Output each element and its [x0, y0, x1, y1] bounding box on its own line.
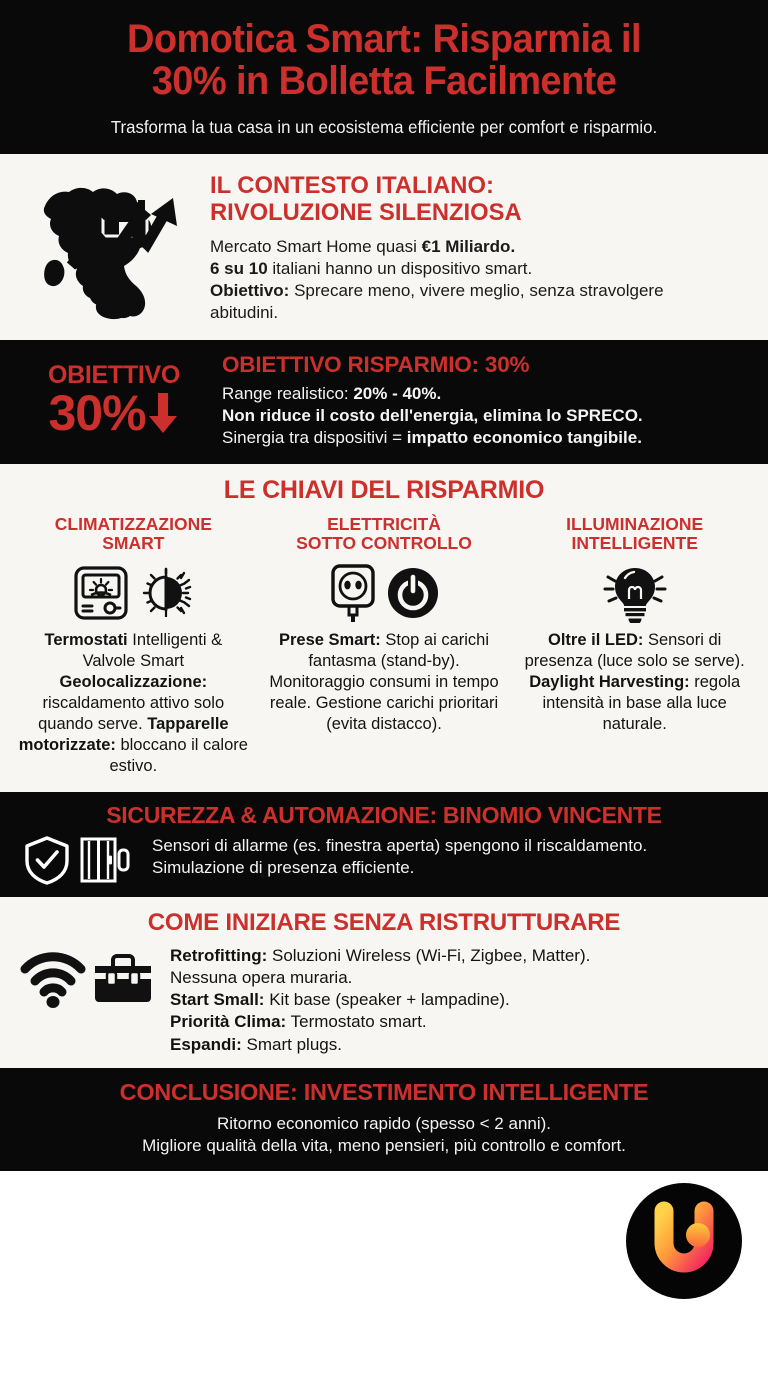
page-title-line2: 30% in Bolletta Facilmente: [151, 59, 617, 104]
light-bulb-icon: [603, 563, 667, 623]
key-column-1-rest-2: riscaldamento attivo solo quando serve.: [38, 694, 225, 734]
context-line-4: abitudini.: [210, 303, 279, 323]
goal-badge-label: OBIETTIVO: [47, 360, 181, 389]
context-line-1: [210, 236, 752, 258]
start-line-5-rest: Smart plugs.: [241, 1034, 342, 1054]
context-line-3-rest: Sprecare meno, vivere meglio, senza stravolgere: [289, 281, 664, 301]
goal-line-1-pre: Range realistico:: [222, 383, 354, 403]
page-title: [33, 18, 736, 103]
key-column-2-title: [267, 515, 502, 554]
security-text-box: [152, 833, 756, 879]
start-section: [0, 897, 768, 1068]
start-text-box: [170, 943, 756, 1056]
start-line-3-bold: Start Small:: [170, 990, 265, 1010]
window-sensor-icon: [79, 835, 131, 885]
key-column-2-body: [267, 630, 502, 736]
context-line-2-bold: 6 su 10: [210, 259, 268, 279]
security-icon-box: [12, 833, 142, 885]
start-row: [12, 943, 756, 1056]
key-column-3-icons: [517, 560, 752, 626]
key-column-1-rest-3: bloccano il calore estivo.: [109, 736, 248, 776]
start-line-3-rest: Kit base (speaker + lampadine).: [264, 990, 510, 1010]
context-heading-line2: RIVOLUZIONE SILENZIOSA: [210, 199, 522, 227]
security-row: [12, 833, 756, 885]
brand-logo-icon[interactable]: [622, 1179, 746, 1303]
key-column-1-bold-1: Termostati: [44, 630, 128, 649]
context-section: [0, 154, 768, 340]
goal-badge: [16, 360, 212, 441]
key-column-2-rest-3: Gestione carichi prioritari (evita distacco).: [315, 694, 499, 734]
goal-text-box: [222, 352, 752, 450]
toolbox-icon: [91, 950, 155, 1006]
context-icon-box: [16, 168, 202, 326]
context-text-box: [210, 168, 752, 325]
key-column-2-bold-1: Prese Smart:: [278, 630, 381, 649]
security-section: [0, 792, 768, 897]
key-column-3-bold-2: Daylight Harvesting:: [529, 672, 690, 691]
goal-line-2-bold: Non riduce il costo dell'energia, elimina lo SPRECO.: [222, 406, 643, 426]
context-line-3: [210, 280, 752, 302]
key-column-1-rest-1: Intelligenti & Valvole Smart: [82, 630, 223, 670]
key-column-3-title-line1: ILLUMINAZIONE: [566, 513, 704, 534]
keys-columns: [10, 515, 758, 778]
page-subtitle: Trasforma la tua casa in un ecosistema efficiente per comfort e risparmio.: [110, 116, 658, 137]
footer-section: [0, 1171, 768, 1307]
shield-check-icon: [23, 835, 71, 885]
keys-heading: LE CHIAVI DEL RISPARMIO: [223, 475, 545, 504]
key-column-3-body: [517, 630, 752, 736]
security-line-1: Sensori di allarme (es. finestra aperta) spengono il riscaldamento.: [152, 835, 648, 855]
start-line-3: [170, 989, 756, 1011]
context-line-3-bold: Obiettivo:: [210, 281, 290, 301]
conclusion-line-1: Ritorno economico rapido (spesso < 2 anni).: [216, 1113, 552, 1133]
security-line-2: Simulazione di presenza efficiente.: [152, 857, 415, 877]
goal-line-3: [222, 427, 752, 449]
security-heading: SICUREZZA & AUTOMAZIONE: BINOMIO VINCENTE: [106, 801, 662, 828]
goal-line-1-bold: 20% - 40%.: [353, 383, 442, 403]
start-heading: COME INIZIARE SENZA RISTRUTTURARE: [147, 908, 621, 936]
key-column-1-title-line1: CLIMATIZZAZIONE: [54, 513, 212, 534]
key-column-1-bold-2: Geolocalizzazione:: [59, 672, 208, 691]
goal-line-3-pre: Sinergia tra dispositivi =: [222, 428, 407, 448]
start-line-1-rest: Soluzioni Wireless (Wi-Fi, Zigbee, Matter).: [267, 945, 591, 965]
arrow-down-icon: [146, 391, 180, 435]
key-column-climatizzazione: [10, 515, 257, 778]
context-line-1-bold: €1 Miliardo.: [421, 237, 516, 257]
start-line-5-bold: Espandi:: [170, 1034, 242, 1054]
key-column-3-title: [517, 515, 752, 554]
start-line-4: [170, 1011, 756, 1033]
italy-map-house-growth-arrow-icon: [25, 174, 193, 326]
keys-section: [0, 464, 768, 792]
start-line-1-bold: Retrofitting:: [170, 945, 268, 965]
context-heading-line1: IL CONTESTO ITALIANO:: [210, 171, 494, 199]
key-column-2-title-line2: SOTTO CONTROLLO: [296, 533, 472, 554]
page-title-line1: Domotica Smart: Risparmia il: [126, 17, 642, 61]
conclusion-section: [0, 1068, 768, 1171]
start-line-5: [170, 1034, 756, 1056]
key-column-3-rest-2: regola intensità in base alla luce naturale.: [542, 672, 741, 734]
sun-snowflake-icon: [138, 565, 194, 621]
context-heading: [210, 172, 736, 227]
conclusion-line-2: Migliore qualità della vita, meno pensieri, più controllo e comfort.: [142, 1136, 626, 1156]
key-column-2-icons: [267, 560, 502, 626]
start-line-1: [170, 945, 756, 967]
key-column-elettricita: [261, 515, 508, 778]
smart-plug-icon: [328, 562, 378, 624]
key-column-1-icons: [16, 560, 251, 626]
start-line-4-bold: Priorità Clima:: [170, 1012, 287, 1032]
key-column-3-rest-1: Sensori di presenza (luce solo se serve).: [524, 630, 745, 670]
key-column-2-rest-1: Stop ai carichi fantasma (stand-by).: [308, 630, 490, 670]
conclusion-heading: CONCLUSIONE: INVESTIMENTO INTELLIGENTE: [119, 1078, 649, 1105]
wifi-icon: [19, 947, 87, 1009]
start-line-2: Nessuna opera muraria.: [170, 967, 353, 987]
key-column-1-body: [16, 630, 251, 778]
key-column-1-title: [16, 515, 251, 554]
context-line-2: [210, 258, 752, 280]
key-column-illuminazione: [511, 515, 758, 778]
key-column-1-title-line2: SMART: [102, 533, 165, 554]
key-column-3-bold-1: Oltre il LED:: [548, 630, 644, 649]
key-column-3-title-line2: INTELLIGENTE: [571, 533, 698, 554]
key-column-1-bold-3: Tapparelle motorizzate:: [18, 715, 229, 755]
goal-line-1: [222, 383, 752, 405]
goal-heading: OBIETTIVO RISPARMIO: 30%: [222, 351, 530, 377]
thermostat-icon: [72, 564, 130, 622]
header-section: [0, 0, 768, 154]
start-icon-box: [12, 943, 162, 1009]
goal-badge-value: 30%: [48, 384, 146, 441]
goal-line-2: [222, 405, 752, 427]
goal-badge-value-row: [16, 384, 212, 441]
key-column-2-rest-2: Monitoraggio consumi in tempo reale.: [269, 672, 499, 713]
goal-line-3-bold: impatto economico tangibile.: [406, 428, 642, 448]
context-line-1-pre: Mercato Smart Home quasi: [210, 237, 422, 257]
power-button-icon: [386, 566, 440, 620]
context-line-2-rest: italiani hanno un dispositivo smart.: [267, 259, 533, 279]
goal-section: [0, 340, 768, 464]
start-line-4-rest: Termostato smart.: [286, 1012, 427, 1032]
key-column-2-title-line1: ELETTRICITÀ: [327, 513, 441, 534]
